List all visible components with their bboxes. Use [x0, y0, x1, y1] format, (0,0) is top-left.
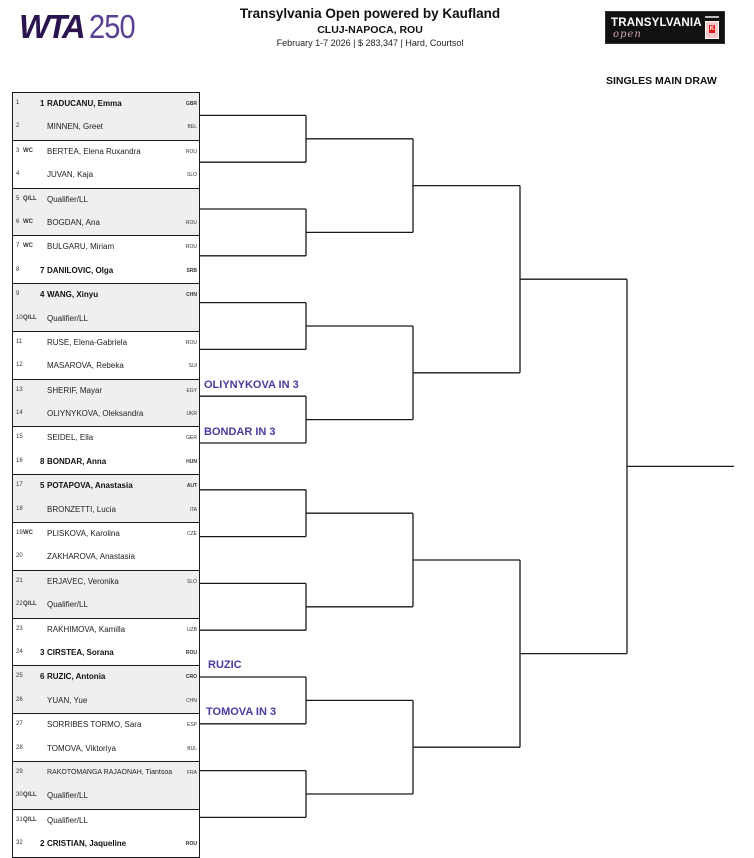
player-name: JUVAN, Kaja: [47, 170, 94, 180]
player-name: BERTEA, Elena Ruxandra: [47, 146, 141, 156]
seed-number: 4: [40, 290, 45, 300]
draw-position: 16: [16, 457, 23, 464]
player-row[interactable]: [13, 236, 199, 259]
draw-position: 22: [16, 601, 23, 608]
draw-position: 23: [16, 625, 23, 632]
country-code: HUN: [186, 458, 197, 465]
tournament-title: Transylvania Open powered by Kaufland: [239, 6, 501, 21]
entry-status: WC: [23, 147, 33, 154]
player-name: Qualifier/LL: [47, 791, 88, 801]
brand-title: TRANSYLVANIA: [611, 17, 702, 29]
draw-position: 7: [16, 243, 20, 250]
player-name: MASAROVA, Rebeka: [47, 361, 124, 371]
entry-status: WC: [23, 530, 33, 537]
player-row[interactable]: [13, 738, 199, 761]
player-row[interactable]: [13, 499, 199, 522]
country-code: ITA: [189, 506, 197, 513]
player-name: Qualifier/LL: [47, 313, 88, 323]
entry-status: Q/LL: [23, 792, 37, 799]
match-result-label: TOMOVA IN 3: [206, 706, 277, 718]
match-group: [12, 665, 200, 713]
player-name: WANG, Xinyu: [47, 290, 99, 300]
player-row[interactable]: [13, 212, 199, 235]
player-name: BONDAR, Anna: [47, 456, 107, 466]
match-group: [12, 188, 200, 236]
match-group: [12, 809, 200, 858]
draw-position: 29: [16, 768, 23, 775]
seed-number: 2: [40, 839, 45, 849]
draw-table: [12, 92, 200, 858]
player-row[interactable]: [13, 380, 199, 403]
player-name: Qualifier/LL: [47, 600, 88, 610]
draw-position: 25: [16, 673, 23, 680]
draw-position: 8: [16, 266, 20, 273]
draw-position: 4: [16, 171, 20, 178]
player-name: BULGARU, Miriam: [47, 242, 115, 252]
seed-number: 1: [40, 99, 45, 108]
country-code: GER: [186, 435, 197, 442]
draw-position: 18: [16, 505, 23, 512]
sponsor-bar: [705, 16, 719, 18]
draw-position: 11: [16, 338, 23, 345]
draw-position: 28: [16, 744, 23, 751]
match-group: [12, 474, 200, 522]
country-code: FRA: [187, 769, 197, 776]
player-row[interactable]: [13, 355, 199, 378]
draw-position: 31: [16, 816, 23, 823]
player-row[interactable]: [13, 762, 199, 785]
player-name: POTAPOVA, Anastasia: [47, 481, 133, 491]
draw-position: 12: [16, 362, 23, 369]
entry-status: WC: [23, 243, 33, 250]
player-row[interactable]: [13, 427, 199, 450]
country-code: ROU: [185, 148, 197, 155]
player-name: Qualifier/LL: [47, 815, 88, 825]
tournament-location: CLUJ-NAPOCA, ROU: [317, 24, 423, 36]
wta-250-logo: [19, 10, 141, 44]
match-result-label: RUZIC: [208, 659, 242, 671]
draw-position: 30: [16, 792, 23, 799]
country-code: AUT: [186, 483, 197, 490]
player-name: SHERIF, Mayar: [47, 385, 103, 395]
draw-position: 27: [16, 721, 23, 728]
draw-position: 26: [16, 696, 23, 703]
country-code: SLO: [186, 172, 197, 179]
player-name: Qualifier/LL: [47, 194, 88, 204]
player-row[interactable]: [13, 141, 199, 164]
brand-subtitle: open: [613, 29, 642, 40]
country-code: ROU: [185, 339, 197, 346]
draw-position: 13: [16, 386, 23, 393]
match-group: [12, 522, 200, 570]
tier-label: 250: [88, 8, 135, 45]
entry-status: WC: [23, 218, 33, 225]
player-name: YUAN, Yue: [47, 695, 88, 705]
draw-position: 17: [16, 482, 23, 489]
country-code: BUL: [187, 745, 197, 752]
match-group: [12, 379, 200, 427]
player-row[interactable]: [13, 546, 199, 569]
seed-number: 3: [40, 647, 45, 657]
country-code: CHN: [186, 292, 197, 299]
player-name: PLISKOVA, Karolina: [47, 529, 120, 539]
match-group: [12, 140, 200, 188]
match-group: [12, 92, 200, 140]
draw-position: 10: [16, 314, 23, 321]
player-row[interactable]: [13, 308, 199, 331]
entry-status: Q/LL: [23, 195, 37, 202]
tournament-details: February 1-7 2026 | $ 283,347 | Hard, Courtsol: [276, 38, 464, 48]
player-row[interactable]: [13, 594, 199, 617]
player-name: RAKHIMOVA, Kamilla: [47, 624, 126, 634]
country-code: SLO: [186, 578, 197, 585]
match-group: [12, 713, 200, 761]
player-row[interactable]: [13, 116, 199, 139]
country-code: BEL: [187, 124, 197, 131]
seed-number: 6: [40, 672, 45, 682]
player-name: OLIYNYKOVA, Oleksandra: [47, 409, 144, 419]
draw-position: 21: [16, 577, 23, 584]
match-group: [12, 235, 200, 283]
player-name: CRISTIAN, Jaqueline: [47, 839, 127, 849]
player-row[interactable]: [13, 164, 199, 187]
country-code: SUI: [188, 363, 197, 370]
match-group: [12, 426, 200, 474]
draw-position: 19: [16, 530, 23, 537]
country-code: GBR: [185, 101, 197, 107]
draw-position: 20: [16, 553, 23, 560]
match-group: [12, 618, 200, 666]
player-row[interactable]: [13, 642, 199, 665]
match-result-label: OLIYNYKOVA IN 3: [204, 379, 299, 391]
player-row[interactable]: [13, 785, 199, 808]
player-row[interactable]: [13, 523, 199, 546]
player-row[interactable]: [13, 284, 199, 307]
player-row[interactable]: [13, 690, 199, 713]
player-name: MINNEN, Greet: [47, 122, 104, 132]
transylvania-open-logo: [605, 11, 725, 44]
entry-status: Q/LL: [23, 314, 37, 321]
player-row[interactable]: [13, 714, 199, 737]
player-name: CIRSTEA, Sorana: [47, 647, 114, 657]
player-name: BOGDAN, Ana: [47, 217, 100, 227]
draw-position: 24: [16, 648, 23, 655]
player-row[interactable]: [13, 189, 199, 212]
country-code: CHN: [186, 697, 197, 704]
draw-position: 3: [16, 147, 20, 154]
country-code: ESP: [186, 722, 197, 729]
player-name: RUSE, Elena-Gabriela: [47, 337, 128, 347]
player-row[interactable]: [13, 332, 199, 355]
country-code: EGY: [186, 387, 197, 394]
player-row[interactable]: [13, 93, 199, 116]
match-result-label: BONDAR IN 3: [204, 426, 276, 438]
country-code: ROU: [185, 841, 197, 848]
player-name: TOMOVA, Viktoriya: [47, 743, 116, 753]
player-name: RUZIC, Antonia: [47, 672, 106, 682]
draw-position: 32: [16, 840, 23, 847]
draw-position: 5: [16, 195, 20, 202]
country-code: ROU: [185, 219, 197, 226]
match-group: [12, 331, 200, 379]
player-row[interactable]: [13, 666, 199, 689]
seed-number: 7: [40, 265, 45, 275]
draw-position: 6: [16, 218, 20, 225]
player-name: SEIDEL, Ella: [47, 433, 94, 443]
player-name: RAKOTOMANGA RAJAONAH, Tiantsoa: [47, 768, 173, 776]
kaufland-icon: K: [705, 21, 719, 39]
match-group: [12, 283, 200, 331]
entry-status: Q/LL: [23, 601, 37, 608]
country-code: CZE: [187, 531, 197, 538]
draw-position: 15: [16, 434, 23, 441]
draw-position: 9: [16, 291, 20, 298]
seed-number: 8: [40, 456, 45, 466]
player-row[interactable]: [13, 260, 199, 283]
match-group: [12, 570, 200, 618]
country-code: SRB: [186, 267, 197, 274]
country-code: CRO: [185, 674, 197, 681]
draw-position: 1: [16, 100, 20, 106]
country-code: UKR: [186, 411, 197, 418]
player-name: ZAKHAROVA, Anastasia: [47, 552, 135, 562]
draw-position: 14: [16, 410, 23, 417]
player-row[interactable]: [13, 403, 199, 426]
draw-type-label: SINGLES MAIN DRAW: [606, 75, 717, 87]
player-row[interactable]: [13, 619, 199, 642]
country-code: ROU: [185, 244, 197, 251]
player-row[interactable]: [13, 475, 199, 498]
player-row[interactable]: [13, 810, 199, 833]
country-code: ROU: [185, 649, 197, 656]
seed-number: 5: [40, 481, 45, 491]
player-name: ERJAVEC, Veronika: [47, 576, 119, 586]
draw-position: 2: [16, 123, 20, 130]
entry-status: Q/LL: [23, 816, 37, 823]
match-group: [12, 761, 200, 809]
player-name: DANILOVIC, Olga: [47, 265, 114, 275]
player-row[interactable]: [13, 451, 199, 474]
wta-logo-text: WTA: [19, 8, 83, 45]
player-name: SORRIBES TORMO, Sara: [47, 720, 142, 730]
player-name: BRONZETTI, Lucia: [47, 504, 116, 514]
player-row[interactable]: [13, 571, 199, 594]
country-code: UZB: [187, 626, 197, 633]
player-name: RADUCANU, Emma: [47, 99, 122, 108]
